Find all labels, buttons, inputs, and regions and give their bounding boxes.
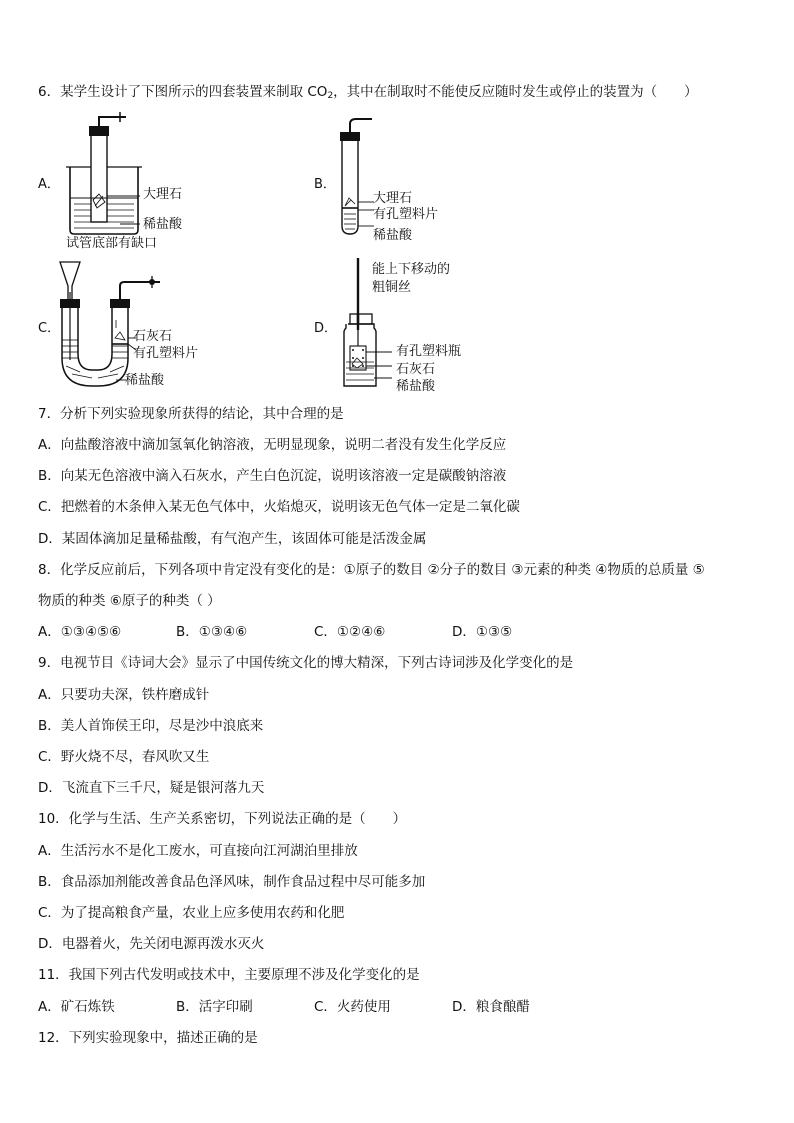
fig-d-label-limestone: 石灰石 bbox=[396, 362, 436, 377]
q10-option-d: D．电器着火，先关闭电源再泼水灭火 bbox=[38, 936, 265, 952]
fig-d-label-movable: 能上下移动的 bbox=[372, 262, 451, 277]
fig-b-label-marble: 大理石 bbox=[373, 191, 413, 206]
q11-stem: 11．我国下列古代发明或技术中，主要原理不涉及化学变化的是 bbox=[38, 967, 420, 983]
fig-a-label-acid: 稀盐酸 bbox=[143, 217, 183, 232]
q8-option-c: C．①②④⑥ bbox=[314, 624, 386, 640]
q9-option-d: D．飞流直下三千尺，疑是银河落九天 bbox=[38, 780, 265, 796]
q11-option-d: D．粮食酿醋 bbox=[452, 999, 530, 1015]
fig-c-label-limestone: 石灰石 bbox=[133, 329, 173, 344]
q10-option-a: A．生活污水不是化工废水，可直接向江河湖泊里排放 bbox=[38, 843, 358, 859]
fig-a-label-tube-gap: 试管底部有缺口 bbox=[66, 236, 158, 251]
fig-c-label-plate: 有孔塑料片 bbox=[133, 346, 199, 361]
q9-stem: 9．电视节目《诗词大会》显示了中国传统文化的博大精深，下列古诗词涉及化学变化的是 bbox=[38, 655, 574, 671]
apparatus-d-diagram bbox=[340, 258, 400, 392]
q6-stem: 6．某学生设计了下图所示的四套装置来制取 $CO_2$，其中在制取时不能使反应随时发生或停止的装置为（ ） bbox=[38, 84, 698, 101]
fig-d-label-wire: 粗铜丝 bbox=[372, 280, 412, 295]
q9-option-c: C．野火烧不尽，春风吹又生 bbox=[38, 749, 210, 765]
fig-c-letter: C． bbox=[38, 321, 61, 336]
q8-option-d: D．①③⑤ bbox=[452, 624, 513, 640]
q7-stem: 7．分析下列实验现象所获得的结论，其中合理的是 bbox=[38, 406, 344, 422]
fig-c-label-acid: 稀盐酸 bbox=[125, 373, 165, 388]
q10-option-c: C．为了提高粮食产量，农业上应多使用农药和化肥 bbox=[38, 905, 345, 921]
q10-option-b: B．食品添加剂能改善食品色泽风味，制作食品过程中尽可能多加 bbox=[38, 874, 426, 890]
fig-d-letter: D． bbox=[314, 321, 338, 336]
q7-option-d: D．某固体滴加足量稀盐酸，有气泡产生，该固体可能是活泼金属 bbox=[38, 531, 427, 547]
q8-stem-line2: 物质的种类 ⑥原子的种类（ ） bbox=[38, 593, 221, 609]
fig-b-letter: B． bbox=[314, 177, 336, 192]
fig-a-letter: A． bbox=[38, 177, 60, 192]
q8-option-a: A．①③④⑤⑥ bbox=[38, 624, 122, 640]
q11-option-c: C．火药使用 bbox=[314, 999, 391, 1015]
q9-option-b: B．美人首饰侯王印，尽是沙中浪底来 bbox=[38, 718, 264, 734]
q11-option-b: B．活字印刷 bbox=[176, 999, 253, 1015]
fig-d-label-bottle: 有孔塑料瓶 bbox=[396, 344, 462, 359]
fig-b-label-acid: 稀盐酸 bbox=[373, 228, 413, 243]
q7-option-c: C．把燃着的木条伸入某无色气体中，火焰熄灭，说明该无色气体一定是二氧化碳 bbox=[38, 499, 520, 515]
q7-option-b: B．向某无色溶液中滴入石灰水，产生白色沉淀，说明该溶液一定是碳酸钠溶液 bbox=[38, 468, 507, 484]
q11-option-a: A．矿石炼铁 bbox=[38, 999, 115, 1015]
q8-stem-line1: 8．化学反应前后，下列各项中肯定没有变化的是：①原子的数目 ②分子的数目 ③元素的种类 ④物质的总质量 ⑤ bbox=[38, 562, 705, 578]
fig-b-label-plate: 有孔塑料片 bbox=[373, 207, 439, 222]
q7-option-a: A．向盐酸溶液中滴加氢氧化钠溶液，无明显现象，说明二者没有发生化学反应 bbox=[38, 437, 507, 453]
fig-a-label-marble: 大理石 bbox=[143, 187, 183, 202]
q10-stem: 10．化学与生活、生产关系密切，下列说法正确的是（ ） bbox=[38, 811, 407, 827]
q9-option-a: A．只要功夫深，铁杵磨成针 bbox=[38, 687, 210, 703]
fig-d-label-acid: 稀盐酸 bbox=[396, 379, 436, 394]
q12-stem: 12．下列实验现象中，描述正确的是 bbox=[38, 1030, 258, 1046]
q8-option-b: B．①③④⑥ bbox=[176, 624, 248, 640]
